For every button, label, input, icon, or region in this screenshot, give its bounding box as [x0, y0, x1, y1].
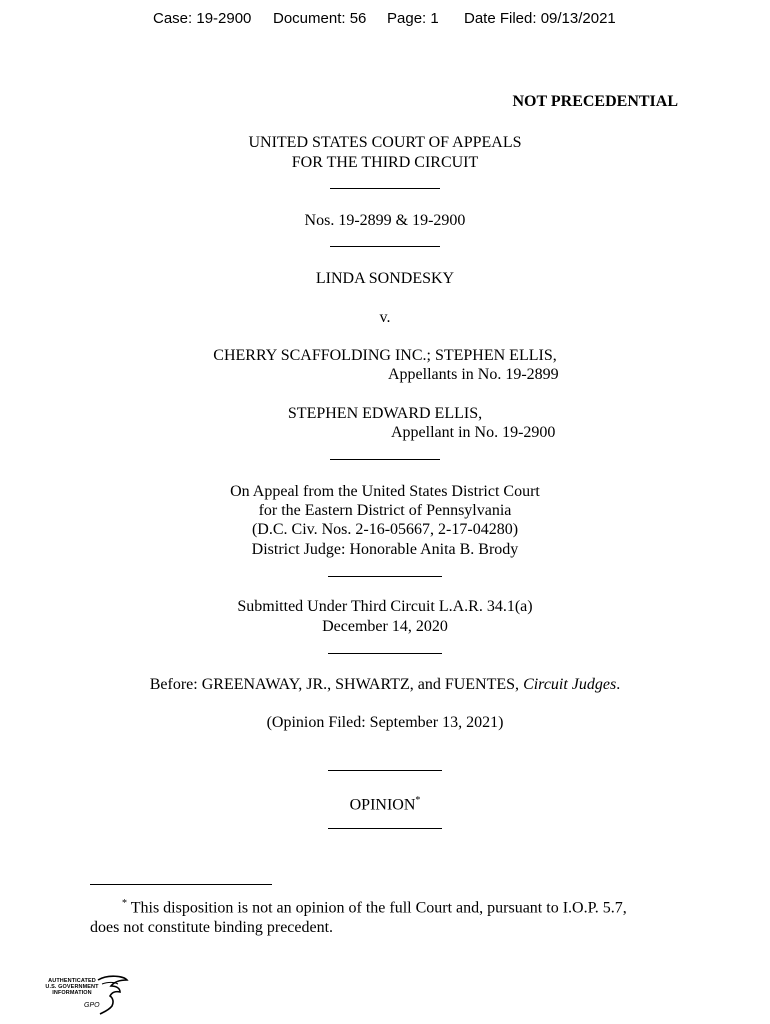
footnote-line2: does not constitute binding precedent.: [90, 919, 334, 937]
footnote-marker[interactable]: *: [415, 795, 421, 806]
separator-rule: [0, 750, 770, 777]
appeal-line2: for the Eastern District of Pennsylvania: [258, 502, 512, 519]
plaintiff-name: LINDA SONDESKY: [315, 270, 455, 287]
date-filed: Date Filed: 09/13/2021: [464, 10, 616, 27]
document-number: Document: 56: [273, 10, 367, 27]
panel-judges: Before: GREENAWAY, JR., SHWARTZ, and FUENTES, Circuit Judges.: [149, 676, 621, 693]
appeal-line1: On Appeal from the United States District Court: [230, 483, 540, 500]
opinion-title: OPINION*: [349, 795, 421, 814]
separator-rule: [0, 439, 770, 466]
separator-rule: [0, 808, 770, 835]
defendant-party2: STEPHEN EDWARD ELLIS,: [287, 405, 483, 422]
court-name-line1: UNITED STATES COURT OF APPEALS: [248, 134, 522, 151]
court-name-line2: FOR THE THIRD CIRCUIT: [291, 154, 479, 171]
versus: v.: [379, 309, 391, 326]
docket-numbers: Nos. 19-2899 & 19-2900: [304, 212, 466, 229]
eagle-icon: [94, 974, 130, 1016]
footnote: [90, 894, 680, 938]
separator-rule: [0, 556, 770, 583]
defendant-party1: CHERRY SCAFFOLDING INC.; STEPHEN ELLIS,: [213, 347, 557, 364]
footnote-line1: * This disposition is not an opinion of the full Court and, pursuant to I.O.P. 5.7,: [122, 898, 627, 917]
gpo-authenticated-logo: AUTHENTICATED U.S. GOVERNMENT INFORMATION GPO: [42, 974, 132, 1018]
submitted-line2: December 14, 2020: [322, 618, 448, 635]
page-number: Page: 1: [387, 10, 439, 27]
defendant-party1-role: Appellants in No. 19-2899: [388, 366, 559, 383]
separator-rule: [0, 633, 770, 660]
case-number: Case: 19-2900: [153, 10, 252, 27]
opinion-filed-date: (Opinion Filed: September 13, 2021): [266, 714, 504, 731]
separator-rule: [0, 226, 770, 253]
appeal-line4: District Judge: Honorable Anita B. Brody: [251, 541, 519, 558]
footnote-rule: [90, 884, 272, 885]
circuit-judges-label: Circuit Judges: [523, 676, 617, 693]
submitted-line1: Submitted Under Third Circuit L.A.R. 34.1(a): [237, 598, 533, 615]
appeal-line3: (D.C. Civ. Nos. 2-16-05667, 2-17-04280): [251, 521, 519, 538]
defendant-party2-role: Appellant in No. 19-2900: [391, 424, 556, 441]
separator-rule: [0, 168, 770, 195]
precedential-status: NOT PRECEDENTIAL: [512, 93, 678, 110]
